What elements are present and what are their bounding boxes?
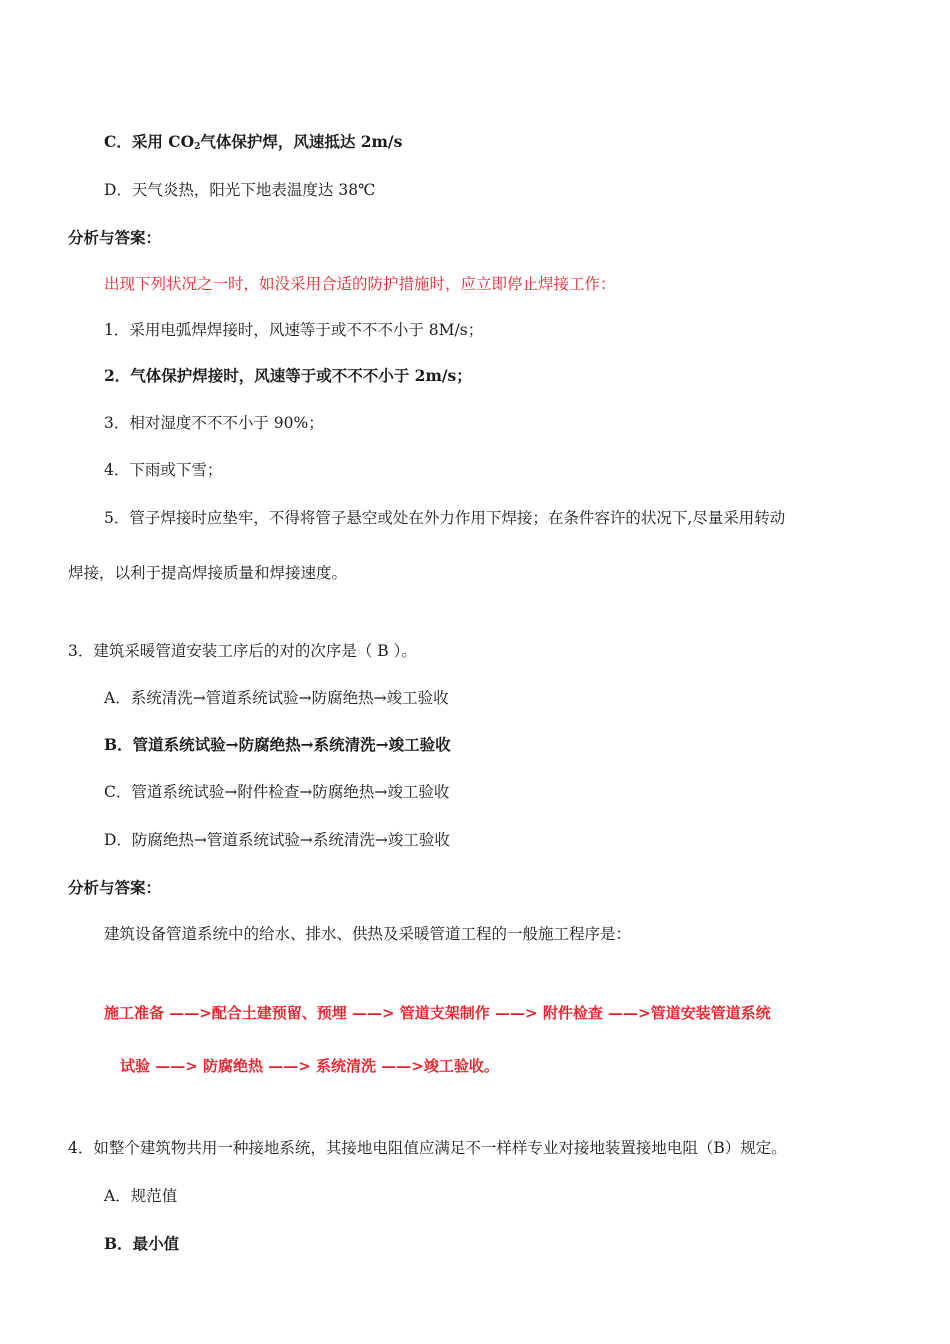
prev-option-c-part1: C．采用 CO [104,132,195,151]
prev-option-c-subscript: 2 [194,142,201,152]
prev-option-d: D．天气炎热，阳光下地表温度达 38℃ [104,181,376,199]
analysis2-heading: 分析与答案： [68,878,162,897]
q3-option-c: C．管道系统试验→附件检查→防腐绝热→竣工验收 [104,783,450,801]
q3-option-b: B．管道系统试验→防腐绝热→系统清洗→竣工验收 [104,735,451,754]
q3-question: 3．建筑采暖管道安装工序后的对的次序是（ B ）。 [68,642,417,660]
analysis1-item-5-continued: 焊接，以利于提高焊接质量和焊接速度。 [68,564,348,582]
q4-question: 4．如整个建筑物共用一种接地系统，其接地电阻值应满足不一样样专业对接地装置接地电阻（B）规定。 [68,1139,787,1157]
analysis1-item-5: 5．管子焊接时应垫牢，不得将管子悬空或处在外力作用下焊接；在条件容许的状况下,尽量采用转动 [104,509,786,527]
analysis1-item-4: 4．下雨或下雪； [104,461,223,479]
analysis1-item-3: 3．相对湿度不不不小于 90%； [104,414,324,432]
analysis2-intro: 建筑设备管道系统中的给水、排水、供热及采暖管道工程的一般施工程序是： [104,925,632,943]
analysis2-flow-line2: 试验 ——> 防腐绝热 ——> 系统清洗 ——>竣工验收。 [120,1057,499,1075]
prev-option-c [104,132,402,157]
prev-option-c-part2: 气体保护焊，风速抵达 2m/s [200,132,403,151]
q4-option-b: B．最小值 [104,1234,180,1253]
analysis1-item-2: 2．气体保护焊接时，风速等于或不不不小于 2m/s； [104,366,472,385]
q3-option-a: A．系统清洗→管道系统试验→防腐绝热→竣工验收 [104,689,449,707]
analysis1-item-1: 1．采用电弧焊焊接时，风速等于或不不不小于 8M/s； [104,321,484,339]
analysis2-flow-line1: 施工准备 ——>配合土建预留、预埋 ——> 管道支架制作 ——> 附件检查 ——>管道安装管道系统 [104,1004,771,1022]
analysis1-heading: 分析与答案： [68,228,162,247]
q4-option-a: A．规范值 [104,1187,178,1205]
q3-option-d: D．防腐绝热→管道系统试验→系统清洗→竣工验收 [104,831,450,849]
analysis1-intro: 出现下列状况之一时，如没采用合适的防护措施时，应立即停止焊接工作： [104,275,616,293]
